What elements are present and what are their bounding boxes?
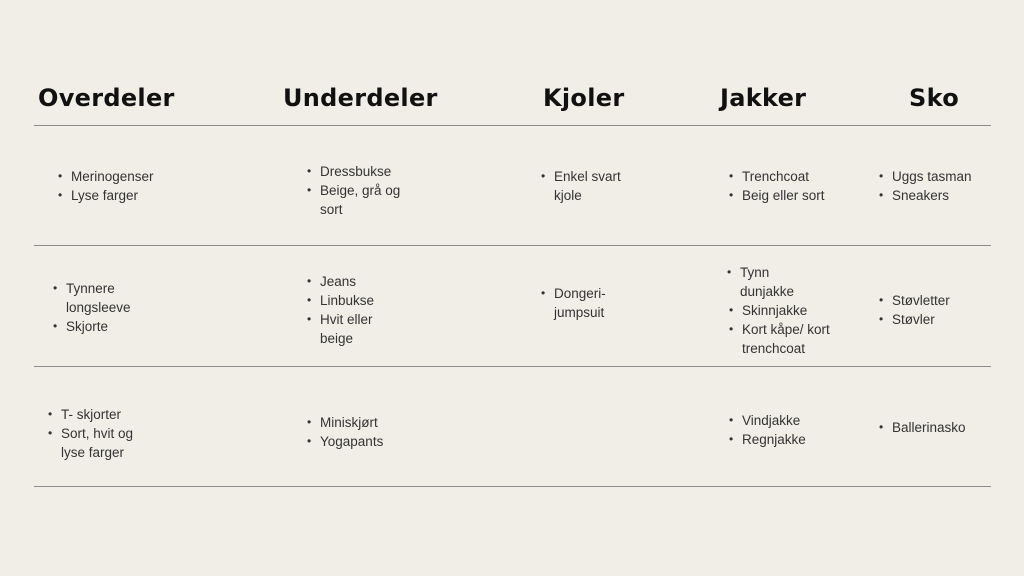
cell-kjoler-row1 — [541, 167, 631, 205]
column-header-sko: Sko — [909, 84, 959, 112]
list-item: • Regnjakke — [729, 430, 844, 449]
column-header-underdeler: Underdeler — [283, 84, 438, 112]
list-item: • Yogapants — [307, 432, 417, 451]
list-item: • Dressbukse — [307, 162, 407, 181]
list-item: • Trenchcoat — [729, 167, 844, 186]
list-item: • Dongeri-jumpsuit — [541, 284, 621, 322]
cell-jakker-row2 — [727, 263, 847, 358]
list-item: • Linbukse — [307, 291, 397, 310]
list-item: • Støvler — [879, 310, 989, 329]
list-item: • Merinogenser — [58, 167, 178, 186]
list-item: • T- skjorter — [48, 405, 148, 424]
column-header-kjoler: Kjoler — [543, 84, 625, 112]
cell-overdeler-row2 — [53, 279, 148, 336]
list-item: • Vindjakke — [729, 411, 844, 430]
list-item: • Uggs tasman — [879, 167, 989, 186]
column-header-overdeler: Overdeler — [38, 84, 175, 112]
list-item: • Skinnjakke — [729, 301, 847, 320]
list-item: • Hvit eller beige — [307, 310, 397, 348]
list-item: • Sort, hvit og lyse farger — [48, 424, 148, 462]
list-item: • Tynn dunjakke — [727, 263, 810, 301]
cell-overdeler-row3 — [48, 405, 148, 462]
cell-underdeler-row3 — [307, 413, 417, 451]
cell-sko-row3 — [879, 418, 989, 437]
list-item: • Enkel svart kjole — [541, 167, 631, 205]
cell-sko-row1 — [879, 167, 989, 205]
cell-kjoler-row2 — [541, 284, 621, 322]
header-divider — [34, 125, 991, 126]
cell-underdeler-row1 — [307, 162, 407, 219]
list-item: • Miniskjørt — [307, 413, 417, 432]
cell-underdeler-row2 — [307, 272, 397, 348]
cell-jakker-row3 — [729, 411, 844, 449]
list-item: • Kort kåpe/ kort trenchcoat — [729, 320, 847, 358]
table-bottom-divider — [34, 486, 991, 487]
list-item: • Beige, grå og sort — [307, 181, 407, 219]
list-item: • Tynnere longsleeve — [53, 279, 148, 317]
list-item: • Jeans — [307, 272, 397, 291]
cell-sko-row2 — [879, 291, 989, 329]
row-divider — [34, 245, 991, 246]
list-item: • Ballerinasko — [879, 418, 989, 437]
cell-overdeler-row1 — [58, 167, 178, 205]
row-divider — [34, 366, 991, 367]
list-item: • Skjorte — [53, 317, 148, 336]
list-item: • Beig eller sort — [729, 186, 844, 205]
list-item: • Lyse farger — [58, 186, 178, 205]
list-item: • Sneakers — [879, 186, 989, 205]
list-item: • Støvletter — [879, 291, 989, 310]
cell-jakker-row1 — [729, 167, 844, 205]
column-header-jakker: Jakker — [720, 84, 807, 112]
